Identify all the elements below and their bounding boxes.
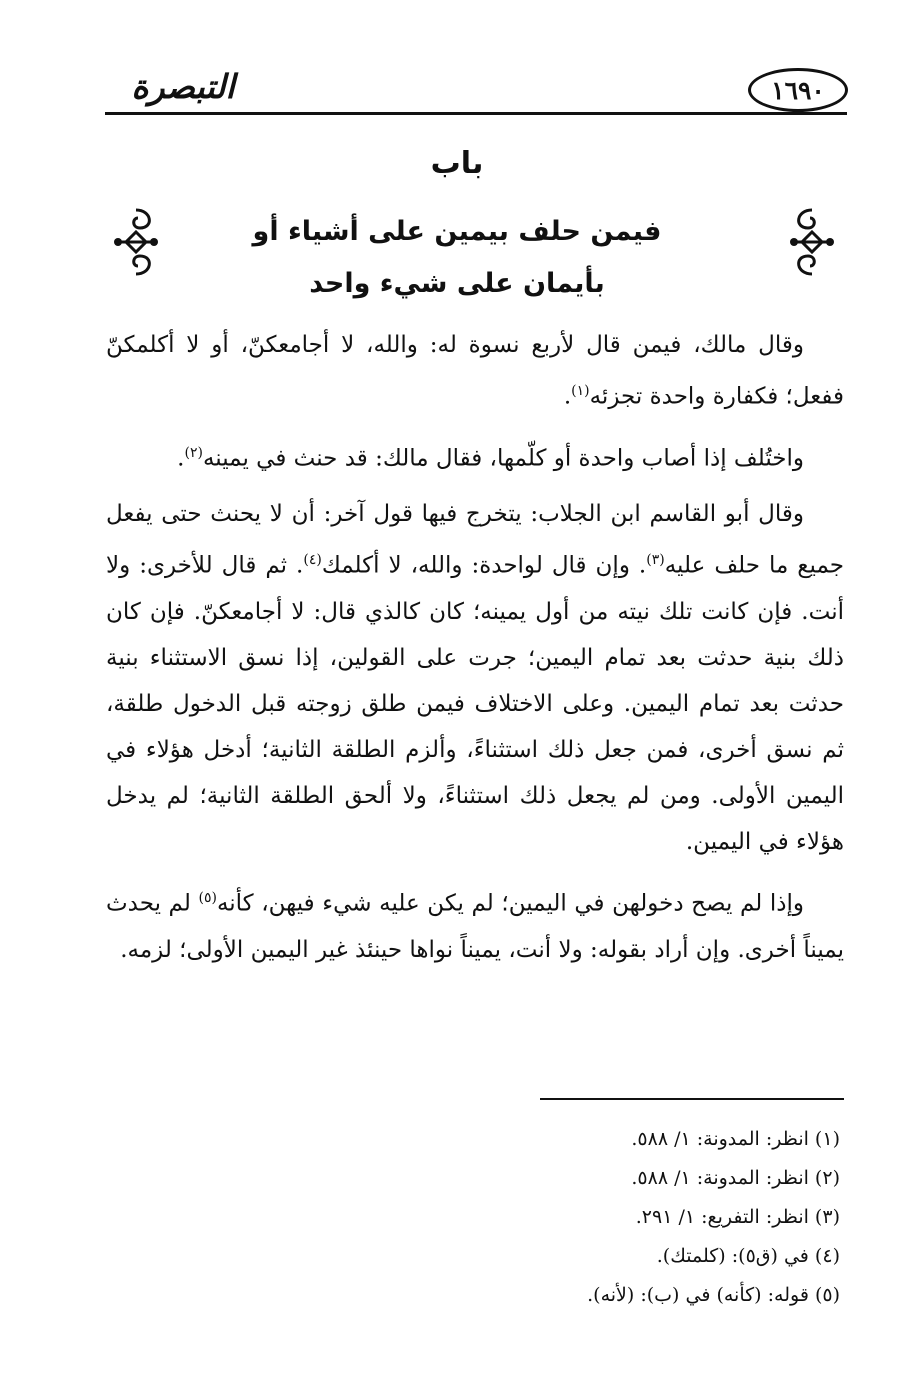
paragraph-3 [106, 491, 844, 865]
paragraph-tail: . [177, 445, 185, 472]
footnote-item: (٣) انظر: التفريع: ١/ ٢٩١. [635, 1206, 840, 1228]
footnote-item: (٢) انظر: المدونة: ١/ ٥٨٨. [631, 1167, 840, 1189]
page-number-text: ١٦٩٠ [771, 75, 825, 105]
footnote-marker: (٣) [646, 552, 665, 569]
right-ornament-icon [786, 206, 838, 278]
chapter-label: باب [430, 146, 484, 181]
chapter-title-line2: بأيمان على شيء واحد [309, 268, 605, 299]
paragraph-tail: . ثم قال للأخرى: ولا أنت. فإن كانت تلك نيته من أول يمينه؛ كان كالذي قال: لا أجامعكنّ. فإن كان ذلك بنية حدثت بعد تمام اليمين؛ جرت على القولين، إذا نسق الاستثناء بنية حدثت بعد تمام اليمين. وعلى الاختلاف فيمن طلق زوجته قبل الدخول طلقة، ثم نسق أخرى، فمن جعل ذلك استثناءً، وألزم الطلقة الثانية؛ أدخل هؤلاء في اليمين الأولى. ومن لم يجعل ذلك استثناءً، ولا ألحق الطلقة الثانية؛ لم يدخل هؤلاء في اليمين. [106, 552, 844, 855]
footnote-marker: (١) [571, 383, 590, 399]
footnote-marker: (٢) [184, 444, 203, 461]
chapter-title-line1: فيمن حلف بيمين على أشياء أو [252, 216, 662, 247]
footnote-item: (٥) قوله: (كأنه) في (ب): (لأنه). [587, 1284, 840, 1306]
book-title-logo: التبصرة [131, 66, 235, 106]
body-text [106, 322, 844, 983]
paragraph-text: وقال أبو القاسم ابن الجلاب: يتخرج فيها قول آخر: أن لا يحنث حتى يفعل جميع ما حلف عليه [106, 501, 844, 579]
paragraph-1 [106, 322, 844, 420]
footnote-marker: (٤) [303, 552, 322, 569]
paragraph-4 [106, 875, 844, 973]
chapter-title [200, 206, 714, 310]
footnote-item: (١) انظر: المدونة: ١/ ٥٨٨. [631, 1128, 840, 1150]
footnote-separator [540, 1098, 844, 1100]
paragraph-text: . وإن قال لواحدة: والله، لا أكلمك [321, 552, 647, 579]
page-number [748, 68, 848, 112]
footnote-marker: (٥) [198, 889, 217, 906]
paragraph-2 [106, 430, 844, 482]
footnote-item: (٤) في (ق٥): (كلمتك). [656, 1245, 840, 1267]
paragraph-text: وإذا لم يصح دخولهن في اليمين؛ لم يكن عليه شيء فيهن، كأنه [216, 890, 804, 917]
footnotes [300, 1120, 840, 1315]
paragraph-tail: لم يحدث يميناً أخرى. وإن أراد بقوله: ولا أنت، يميناً نواها حينئذ غير اليمين الأولى؛ لزمه. [106, 890, 844, 963]
left-ornament-icon [110, 206, 162, 278]
paragraph-text: وقال مالك، فيمن قال لأربع نسوة له: والله، لا أجامعكنّ، أو لا أكلمكنّ ففعل؛ فكفارة واحدة تجزئه [106, 332, 844, 410]
paragraph-text: واختُلف إذا أصاب واحدة أو كلّمها، فقال مالك: قد حنث في يمينه [202, 445, 804, 472]
paragraph-tail: . [563, 383, 572, 410]
header-rule [105, 112, 847, 115]
